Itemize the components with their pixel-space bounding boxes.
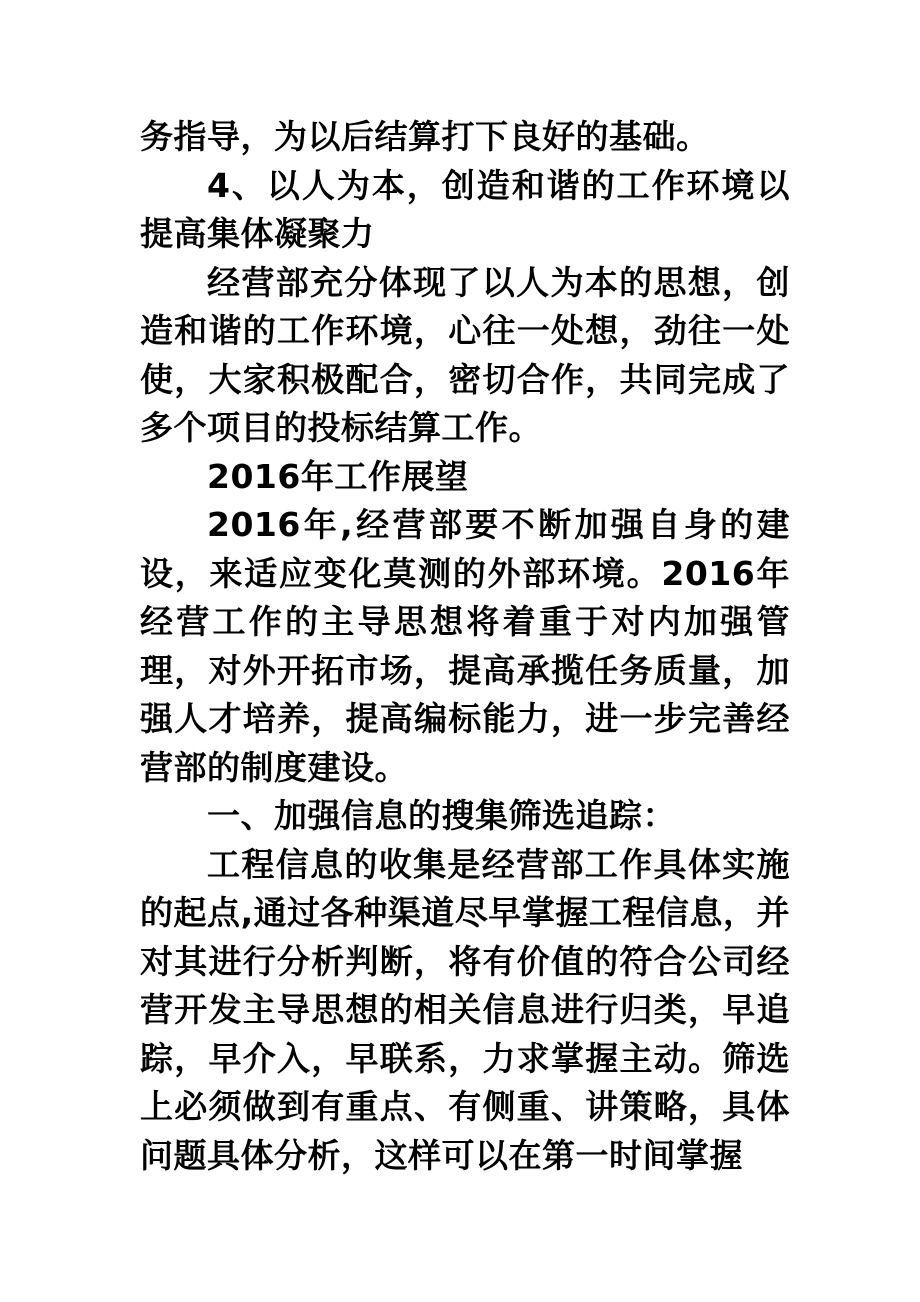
paragraph-7: 工程信息的收集是经营部工作具体实施的起点,通过各种渠道尽早掌握工程信息，并对其进行分析判断，将有价值的符合公司经营开发主导思想的相关信息进行归类，早追踪，早介入，早联系，力求掌握主动。筛选上必须做到有重点、有侧重、讲策略，具体问题具体分析，这样可以在第一时间掌握: [140, 844, 790, 1175]
paragraph-6-heading: 一、加强信息的搜集筛选追踪：: [207, 796, 676, 835]
paragraph-4-heading: 2016年工作展望: [207, 456, 469, 496]
paragraph-1: 务指导，为以后结算打下良好的基础。: [140, 117, 710, 156]
paragraph-2-heading: 4、以人为本，创造和谐的工作环境以提高集体凝聚力: [140, 165, 790, 253]
paragraph-3: 经营部充分体现了以人为本的思想，创造和谐的工作环境，心往一处想，劲往一处使，大家积极配合，密切合作，共同完成了多个项目的投标结算工作。: [140, 262, 790, 447]
paragraph-5: 2016年,经营部要不断加强自身的建设，来适应变化莫测的外部环境。2016年经营工作的主导思想将着重于对内加强管理，对外开拓市场，提高承揽任务质量，加强人才培养，提高编标能力，进一步完善经营部的制度建设。: [140, 505, 790, 787]
document-page: [140, 113, 790, 1180]
